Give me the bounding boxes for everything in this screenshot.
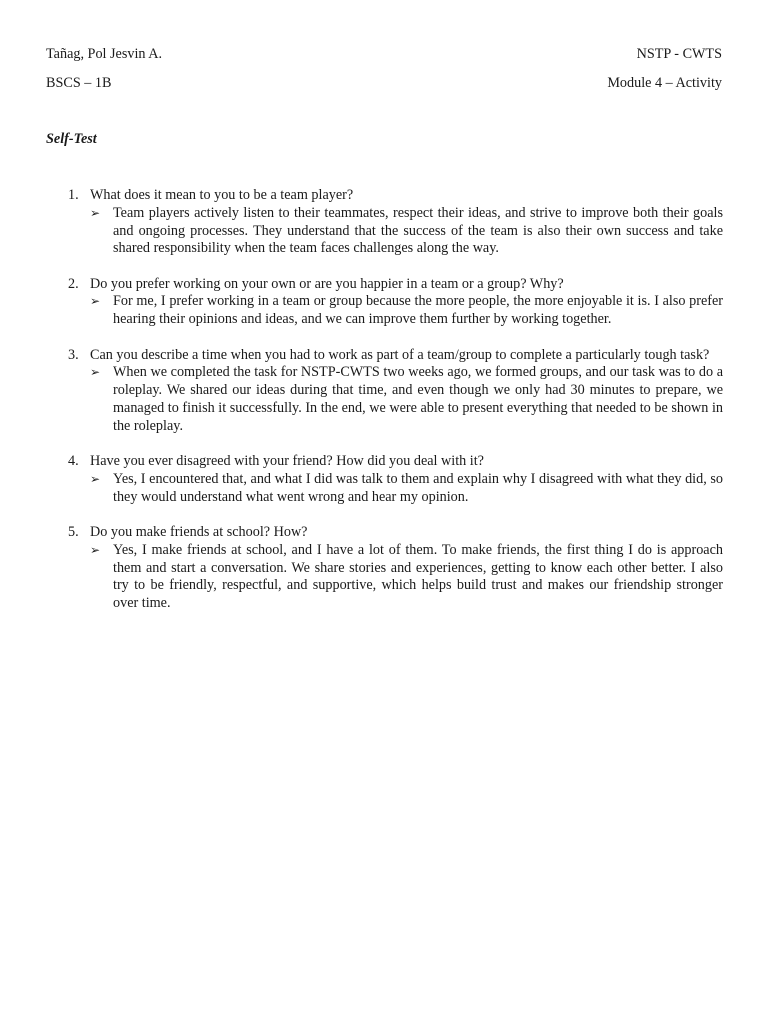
question-number: 1. [68, 187, 79, 203]
question-list [46, 187, 723, 630]
module-label: Module 4 – Activity [607, 75, 722, 91]
student-section: BSCS – 1B [46, 75, 112, 91]
question-item-1 [46, 187, 723, 258]
question-text: Can you describe a time when you had to work as part of a team/group to complete a particularly tough task? [90, 346, 710, 363]
arrowhead-bullet-icon: ➢ [90, 471, 101, 486]
arrowhead-bullet-icon: ➢ [90, 365, 101, 380]
answer [90, 364, 723, 435]
answer [90, 542, 723, 613]
course-name: NSTP - CWTS [636, 46, 722, 62]
answer [90, 471, 723, 507]
answer [90, 293, 723, 329]
question-item-3 [46, 347, 723, 436]
question-item-5 [46, 524, 723, 613]
question-text: Do you prefer working on your own or are you happier in a team or a group? Why? [90, 275, 564, 292]
answer-text: For me, I prefer working in a team or group because the more people, the more enjoyable it is. I also prefer hearing their opinions and ideas, and we can improve them further by working together. [113, 293, 723, 328]
question-item-4 [46, 453, 723, 506]
question-number: 5. [68, 523, 79, 540]
answer [90, 205, 723, 258]
arrowhead-bullet-icon: ➢ [90, 542, 101, 557]
student-name: Tañag, Pol Jesvin A. [46, 46, 163, 62]
section-title: Self-Test [46, 131, 97, 147]
arrowhead-bullet-icon: ➢ [90, 205, 101, 220]
question-number: 2. [68, 275, 79, 292]
question-text: What does it mean to you to be a team player? [90, 187, 354, 203]
question-number: 3. [68, 346, 79, 363]
question-item-2 [46, 276, 723, 329]
question-text: Do you make friends at school? How? [90, 523, 308, 540]
question-number: 4. [68, 453, 79, 470]
arrowhead-bullet-icon: ➢ [90, 294, 101, 309]
answer-text: Team players actively listen to their teammates, respect their ideas, and strive to improve both their goals and ongoing processes. They understand that the success of the team is also their own success and take shared responsibility when the team faces challenges along the way. [113, 204, 723, 257]
answer-text: Yes, I make friends at school, and I have a lot of them. To make friends, the first thing I do is approach them and start a conversation. We share stories and experiences, getting to know each other better. I also try to be friendly, respectful, and supportive, which helps build trust and makes our friendship stronger over time. [113, 541, 723, 612]
question-text: Have you ever disagreed with your friend? How did you deal with it? [90, 453, 484, 470]
answer-text: Yes, I encountered that, and what I did was talk to them and explain why I disagreed with what they did, so they would understand what went wrong and hear my opinion. [113, 470, 723, 505]
answer-text: When we completed the task for NSTP-CWTS two weeks ago, we formed groups, and our task was to do a roleplay. We shared our ideas during that time, and even though we only had 30 minutes to prepare, we managed to finish it successfully. In the end, we were able to present everything that needed to be shown in the roleplay. [113, 364, 723, 434]
